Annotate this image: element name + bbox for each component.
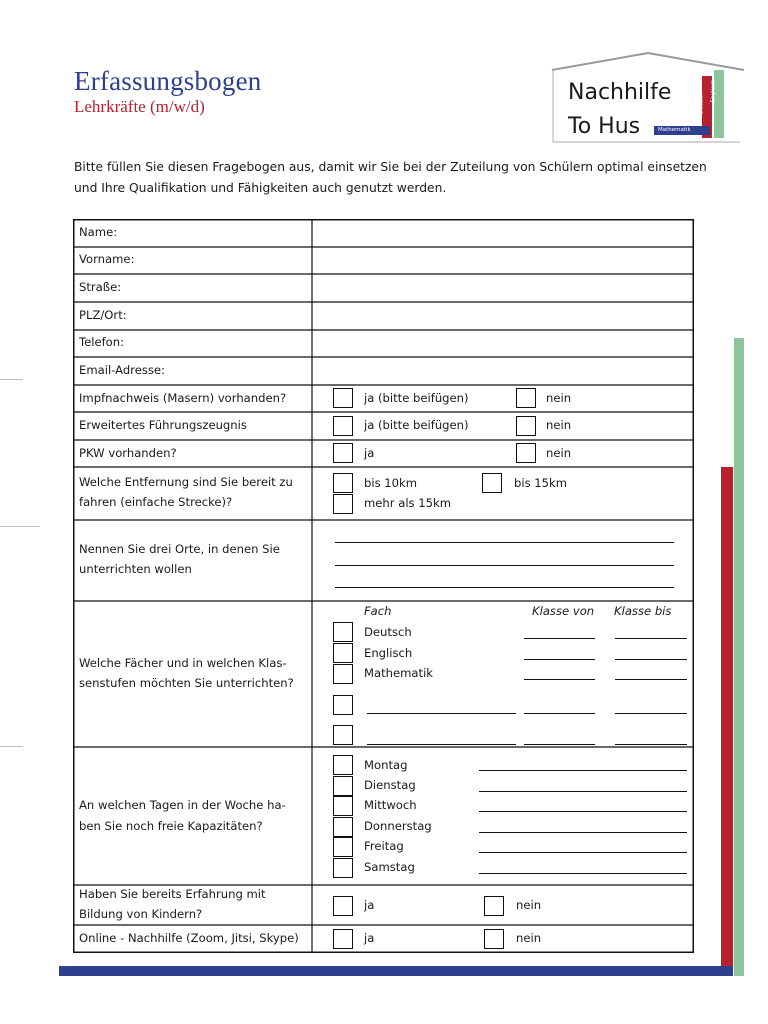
- extra-1-von-line[interactable]: [524, 713, 595, 714]
- samstag-line[interactable]: [479, 873, 687, 874]
- checkbox-pkw-yes[interactable]: [333, 443, 353, 463]
- page-title: Erfassungsbogen: [74, 66, 262, 96]
- fach-extra-1-line[interactable]: [367, 713, 516, 714]
- label-pkw: PKW vorhanden?: [79, 446, 177, 460]
- option-fuehrung-yes: ja (bitte beifügen): [364, 418, 469, 432]
- fach-extra-2-line[interactable]: [367, 744, 516, 745]
- field-plz[interactable]: [313, 303, 693, 330]
- fach-englisch: Englisch: [364, 646, 413, 660]
- day-samstag: Samstag: [364, 860, 415, 874]
- header-fach: Fach: [364, 604, 392, 618]
- day-dienstag: Dienstag: [364, 778, 416, 792]
- header-klasse-von: Klasse von: [532, 604, 595, 618]
- deco-bar-red: [721, 467, 733, 976]
- checkbox-fach-deutsch[interactable]: [333, 622, 353, 642]
- checkbox-freitag[interactable]: [333, 837, 353, 857]
- day-donnerstag: Donnerstag: [364, 819, 432, 833]
- ort-line-2[interactable]: [335, 565, 674, 566]
- intro-line-2: und Ihre Qualifikation und Fähigkeiten auch genutzt werden.: [74, 181, 447, 195]
- checkbox-online-yes[interactable]: [333, 929, 353, 949]
- label-faecher-2: senstufen möchten Sie unterrichten?: [79, 676, 294, 690]
- deco-bar-green: [734, 338, 744, 976]
- option-impf-yes: ja (bitte beifügen): [364, 391, 469, 405]
- mittwoch-line[interactable]: [479, 811, 687, 812]
- deco-bar-blue: [59, 966, 733, 976]
- checkbox-fach-mathematik[interactable]: [333, 664, 353, 684]
- label-entfernung-2: fahren (einfache Strecke)?: [79, 495, 233, 509]
- margin-mark: [0, 526, 40, 527]
- label-faecher-1: Welche Fächer und in welchen Klas-: [79, 656, 287, 670]
- option-online-no: nein: [516, 931, 542, 945]
- logo-bar-label-blue: Mathematik: [658, 127, 691, 133]
- intro-line-1: Bitte füllen Sie diesen Fragebogen aus, damit wir Sie bei der Zuteilung von Schülern optimal einsetzen: [74, 160, 707, 174]
- deutsch-bis-line[interactable]: [615, 638, 687, 639]
- label-strasse: Straße:: [79, 280, 122, 294]
- checkbox-online-no[interactable]: [484, 929, 504, 949]
- checkbox-fach-extra-2[interactable]: [333, 725, 353, 745]
- field-name[interactable]: [313, 220, 693, 247]
- englisch-bis-line[interactable]: [615, 659, 687, 660]
- option-bis-15km: bis 15km: [514, 476, 568, 490]
- montag-line[interactable]: [479, 770, 687, 771]
- mathematik-von-line[interactable]: [524, 679, 595, 680]
- option-erfahrung-no: nein: [516, 898, 542, 912]
- fach-deutsch: Deutsch: [364, 625, 412, 639]
- label-orte-1: Nennen Sie drei Orte, in denen Sie: [79, 542, 280, 556]
- field-vorname[interactable]: [313, 248, 693, 274]
- option-impf-no: nein: [546, 391, 572, 405]
- checkbox-bis-15km[interactable]: [482, 473, 502, 493]
- checkbox-erfahrung-no[interactable]: [484, 896, 504, 916]
- donnerstag-line[interactable]: [479, 832, 687, 833]
- checkbox-pkw-no[interactable]: [516, 443, 536, 463]
- margin-mark: [0, 746, 23, 747]
- form-table: [73, 219, 694, 953]
- option-pkw-no: nein: [546, 446, 572, 460]
- label-telefon: Telefon:: [79, 335, 125, 349]
- logo-bar-label-green: Englisch: [710, 79, 717, 103]
- extra-2-bis-line[interactable]: [615, 744, 687, 745]
- mathematik-bis-line[interactable]: [615, 679, 687, 680]
- checkbox-impf-yes[interactable]: [333, 388, 353, 408]
- label-orte-2: unterrichten wollen: [79, 562, 192, 576]
- checkbox-mehr-15km[interactable]: [333, 494, 353, 514]
- header-klasse-bis: Klasse bis: [614, 604, 672, 618]
- checkbox-samstag[interactable]: [333, 858, 353, 878]
- day-montag: Montag: [364, 758, 408, 772]
- checkbox-fach-extra-1[interactable]: [333, 695, 353, 715]
- label-email: Email-Adresse:: [79, 363, 165, 377]
- checkbox-donnerstag[interactable]: [333, 817, 353, 837]
- checkbox-fuehrung-yes[interactable]: [333, 416, 353, 436]
- logo-text-line2: To Hus: [568, 114, 641, 139]
- checkbox-bis-10km[interactable]: [333, 473, 353, 493]
- checkbox-fuehrung-no[interactable]: [516, 416, 536, 436]
- label-tage-2: ben Sie noch freie Kapazitäten?: [79, 819, 263, 833]
- option-online-yes: ja: [364, 931, 375, 945]
- option-bis-10km: bis 10km: [364, 476, 418, 490]
- extra-2-von-line[interactable]: [524, 744, 595, 745]
- deutsch-von-line[interactable]: [524, 638, 595, 639]
- label-erfahrung-1: Haben Sie bereits Erfahrung mit: [79, 887, 266, 901]
- option-erfahrung-yes: ja: [364, 898, 375, 912]
- checkbox-erfahrung-yes[interactable]: [333, 896, 353, 916]
- page-subtitle: Lehrkräfte (m/w/d): [74, 97, 205, 116]
- checkbox-impf-no[interactable]: [516, 388, 536, 408]
- freitag-line[interactable]: [479, 852, 687, 853]
- label-impfnachweis: Impfnachweis (Masern) vorhanden?: [79, 391, 287, 405]
- label-vorname: Vorname:: [79, 252, 135, 266]
- option-fuehrung-no: nein: [546, 418, 572, 432]
- field-email[interactable]: [313, 358, 693, 385]
- dienstag-line[interactable]: [479, 791, 687, 792]
- checkbox-montag[interactable]: [333, 755, 353, 775]
- option-mehr-15km: mehr als 15km: [364, 496, 452, 510]
- logo-bar-label-red: Deutsch: [698, 91, 705, 115]
- fach-mathematik: Mathematik: [364, 666, 434, 680]
- label-plz: PLZ/Ort:: [79, 308, 127, 322]
- label-tage-1: An welchen Tagen in der Woche ha-: [79, 798, 286, 812]
- ort-line-1[interactable]: [335, 542, 674, 543]
- englisch-von-line[interactable]: [524, 659, 595, 660]
- margin-mark: [0, 379, 23, 380]
- label-name: Name:: [79, 225, 118, 239]
- checkbox-mittwoch[interactable]: [333, 796, 353, 816]
- field-strasse[interactable]: [313, 275, 693, 302]
- label-online: Online - Nachhilfe (Zoom, Jitsi, Skype): [79, 931, 299, 945]
- logo: [550, 50, 746, 146]
- field-telefon[interactable]: [313, 331, 693, 357]
- extra-1-bis-line[interactable]: [615, 713, 687, 714]
- logo-text-line1: Nachhilfe: [568, 80, 672, 105]
- ort-line-3[interactable]: [335, 587, 674, 588]
- option-pkw-yes: ja: [364, 446, 375, 460]
- checkbox-fach-englisch[interactable]: [333, 643, 353, 663]
- checkbox-dienstag[interactable]: [333, 776, 353, 796]
- day-mittwoch: Mittwoch: [364, 798, 417, 812]
- day-freitag: Freitag: [364, 839, 404, 853]
- label-erfahrung-2: Bildung von Kindern?: [79, 907, 203, 921]
- label-fuehrungszeugnis: Erweitertes Führungszeugnis: [79, 418, 247, 432]
- label-entfernung-1: Welche Entfernung sind Sie bereit zu: [79, 475, 293, 489]
